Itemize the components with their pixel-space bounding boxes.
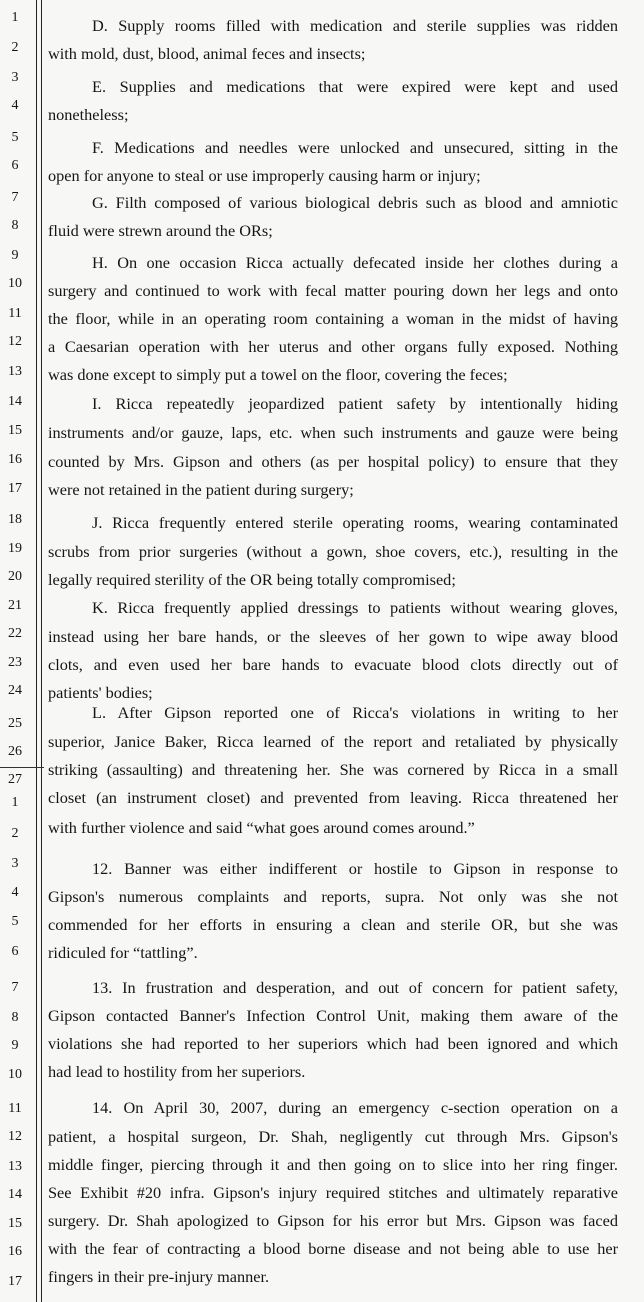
text-line: See Exhibit #20 infra. Gipson's injury required stitches and ultimately reparative bbox=[48, 1183, 618, 1202]
text-line: were not retained in the patient during surgery; bbox=[48, 480, 354, 499]
line-number: 6 bbox=[11, 944, 19, 959]
text-line: ridiculed for “tattling”. bbox=[48, 943, 198, 962]
text-line: 14. On April 30, 2007, during an emergency c-section operation on a bbox=[92, 1098, 618, 1117]
text-line: counted by Mrs. Gipson and others (as per hospital policy) to ensure that they bbox=[48, 452, 618, 471]
line-number: 7 bbox=[11, 190, 19, 205]
text-line: L. After Gipson reported one of Ricca's violations in writing to her bbox=[92, 703, 618, 722]
line-number: 13 bbox=[8, 364, 22, 379]
text-line: open for anyone to steal or use improperly causing harm or injury; bbox=[48, 166, 481, 185]
line-number: 2 bbox=[11, 40, 19, 55]
text-line: G. Filth composed of various biological debris such as blood and amniotic bbox=[92, 193, 618, 212]
line-number: 9 bbox=[11, 1038, 19, 1053]
text-line: E. Supplies and medications that were expired were kept and used bbox=[92, 77, 618, 96]
text-line: had lead to hostility from her superiors. bbox=[48, 1062, 306, 1081]
line-number: 4 bbox=[11, 885, 19, 900]
text-line: with further violence and said “what goes around comes around.” bbox=[48, 818, 475, 837]
text-line: striking (assaulting) and threatening her. She was cornered by Ricca in a small bbox=[48, 760, 618, 779]
line-number: 7 bbox=[11, 980, 19, 995]
line-number: 24 bbox=[8, 683, 22, 698]
line-number: 6 bbox=[11, 158, 19, 173]
line-number: 16 bbox=[8, 1244, 22, 1259]
line-number: 22 bbox=[8, 626, 22, 641]
line-number: 11 bbox=[8, 1101, 22, 1116]
text-line: middle finger, piercing through it and then going on to slice into her ring finger. bbox=[48, 1155, 618, 1174]
line-number: 13 bbox=[8, 1159, 22, 1174]
line-number: 3 bbox=[11, 856, 19, 871]
text-line: violations she had reported to her superiors which had been ignored and which bbox=[48, 1034, 618, 1053]
line-number: 25 bbox=[8, 716, 22, 731]
line-number: 15 bbox=[8, 1216, 22, 1231]
margin-rule-inner bbox=[41, 0, 42, 1302]
text-line: instead using her bare hands, or the sleeves of her gown to wipe away blood bbox=[48, 627, 618, 646]
line-number: 15 bbox=[8, 423, 22, 438]
text-line: with mold, dust, blood, animal feces and insects; bbox=[48, 44, 366, 63]
line-number: 20 bbox=[8, 569, 22, 584]
text-line: closet (an instrument closet) and prevented from leaving. Ricca threatened her bbox=[48, 788, 618, 807]
text-line: instruments and/or gauze, laps, etc. when such instruments and gauze were being bbox=[48, 423, 618, 442]
line-number: 26 bbox=[8, 744, 22, 759]
text-line: nonetheless; bbox=[48, 105, 129, 124]
line-number: 14 bbox=[8, 394, 22, 409]
line-number: 18 bbox=[8, 512, 22, 527]
line-number: 23 bbox=[8, 655, 22, 670]
text-line: Gipson's numerous complaints and reports, supra. Not only was she not bbox=[48, 887, 618, 906]
line-number: 17 bbox=[8, 481, 22, 496]
text-line: the floor, while in an operating room containing a woman in the midst of having bbox=[48, 309, 618, 328]
line-number: 12 bbox=[8, 334, 22, 349]
line-number: 12 bbox=[8, 1129, 22, 1144]
text-line: patients' bodies; bbox=[48, 683, 153, 702]
text-line: clots, and even used her bare hands to evacuate blood clots directly out of bbox=[48, 655, 618, 674]
line-number: 8 bbox=[11, 1010, 19, 1025]
text-line: surgery and continued to work with fecal matter pouring down her legs and onto bbox=[48, 281, 618, 300]
line-number: 27 bbox=[8, 772, 22, 787]
text-line: with the fear of contracting a blood borne disease and not being able to use her bbox=[48, 1239, 618, 1258]
text-line: J. Ricca frequently entered sterile operating rooms, wearing contaminated bbox=[92, 513, 618, 532]
line-number: 9 bbox=[11, 248, 19, 263]
text-line: I. Ricca repeatedly jeopardized patient safety by intentionally hiding bbox=[92, 394, 618, 413]
text-line: F. Medications and needles were unlocked and unsecured, sitting in the bbox=[92, 138, 618, 157]
text-line: surgery. Dr. Shah apologized to Gipson for his error but Mrs. Gipson was faced bbox=[48, 1211, 618, 1230]
text-line: a Caesarian operation with her uterus and other organs fully exposed. Nothing bbox=[48, 337, 618, 356]
line-number: 3 bbox=[11, 70, 19, 85]
line-number: 10 bbox=[8, 276, 22, 291]
text-line: fingers in their pre-injury manner. bbox=[48, 1267, 270, 1286]
text-line: H. On one occasion Ricca actually defecated inside her clothes during a bbox=[92, 253, 618, 272]
line-number: 5 bbox=[11, 130, 19, 145]
text-line: D. Supply rooms filled with medication and sterile supplies was ridden bbox=[92, 16, 618, 35]
text-line: 13. In frustration and desperation, and out of concern for patient safety, bbox=[92, 978, 618, 997]
line-number: 11 bbox=[8, 306, 22, 321]
margin-rule-outer bbox=[36, 0, 37, 1302]
line-number: 14 bbox=[8, 1187, 22, 1202]
line-number: 19 bbox=[8, 541, 22, 556]
text-line: 12. Banner was either indifferent or hostile to Gipson in response to bbox=[92, 859, 618, 878]
line-number: 5 bbox=[11, 914, 19, 929]
text-line: fluid were strewn around the ORs; bbox=[48, 221, 273, 240]
text-line: legally required sterility of the OR being totally compromised; bbox=[48, 570, 456, 589]
text-line: K. Ricca frequently applied dressings to patients without wearing gloves, bbox=[92, 598, 618, 617]
text-line: Gipson contacted Banner's Infection Control Unit, making them aware of the bbox=[48, 1006, 618, 1025]
text-line: was done except to simply put a towel on the floor, covering the feces; bbox=[48, 365, 508, 384]
text-line: patient, a hospital surgeon, Dr. Shah, negligently cut through Mrs. Gipson's bbox=[48, 1127, 618, 1146]
line-number: 16 bbox=[8, 452, 22, 467]
line-number: 2 bbox=[11, 826, 19, 841]
text-line: superior, Janice Baker, Ricca learned of the report and retaliated by physically bbox=[48, 732, 618, 751]
line-number: 17 bbox=[8, 1274, 22, 1289]
line-number: 10 bbox=[8, 1067, 22, 1082]
line-number: 4 bbox=[11, 98, 19, 113]
text-line: commended for her efforts in ensuring a clean and sterile OR, but she was bbox=[48, 915, 618, 934]
line-number: 21 bbox=[8, 598, 22, 613]
line-number: 1 bbox=[11, 795, 19, 810]
page-break-mark bbox=[0, 767, 44, 768]
line-number: 8 bbox=[11, 218, 19, 233]
text-line: scrubs from prior surgeries (without a gown, shoe covers, etc.), resulting in the bbox=[48, 542, 618, 561]
line-number: 1 bbox=[11, 10, 19, 25]
